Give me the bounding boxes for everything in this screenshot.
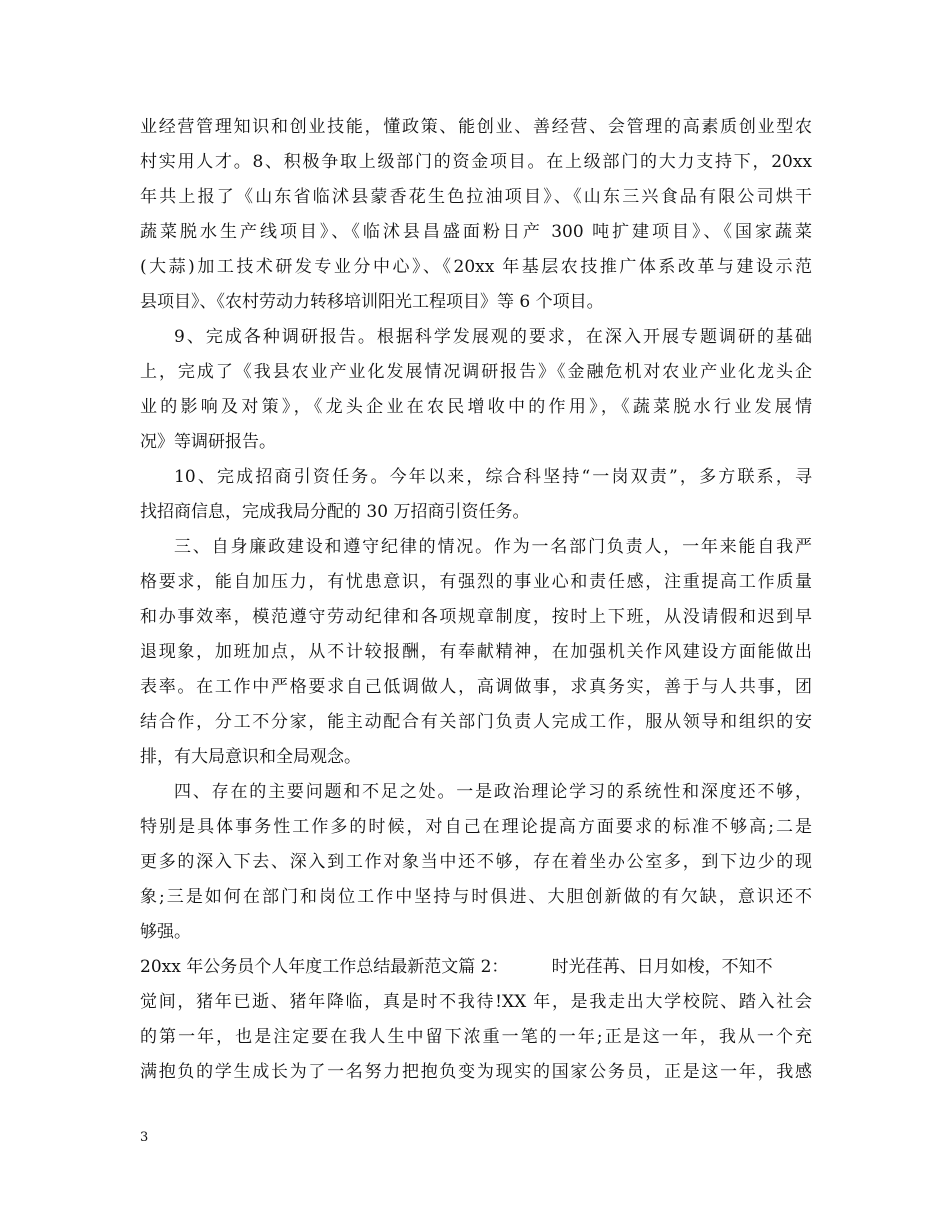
text-line: 格要求，能自加压力，有忧患意识，有强烈的事业心和责任感，注重提高工作质量 — [140, 572, 812, 592]
text-line: 够强。 — [140, 922, 191, 942]
text-line: 象;三是如何在部门和岗位工作中坚持与时俱进、大胆创新做的有欠缺，意识还不 — [140, 887, 812, 907]
text-line: 上，完成了《我县农业产业化发展情况调研报告》《金融危机对农业产业化龙头企 — [140, 362, 812, 382]
paragraph-start-line: 四、存在的主要问题和不足之处。一是政治理论学习的系统性和深度还不够， — [174, 782, 812, 802]
paragraph-start-line: 9、完成各种调研报告。根据科学发展观的要求，在深入开展专题调研的基础 — [174, 327, 812, 347]
text-line: 年共上报了《山东省临沭县蒙香花生色拉油项目》、《山东三兴食品有限公司烘干 — [140, 187, 812, 207]
paragraph-start-line: 10、完成招商引资任务。今年以来，综合科坚持“一岗双责”，多方联系，寻 — [174, 467, 812, 487]
page-number: 3 — [140, 1130, 149, 1145]
text-line: 和办事效率，模范遵守劳动纪律和各项规章制度，按时上下班，从没请假和迟到早 — [140, 607, 812, 627]
paragraph-start-line: 三、自身廉政建设和遵守纪律的情况。作为一名部门负责人，一年来能自我严 — [174, 537, 812, 557]
text-line: 退现象，加班加点，从不计较报酬，有奉献精神，在加强机关作风建设方面能做出 — [140, 642, 812, 662]
text-line: 排，有大局意识和全局观念。 — [140, 747, 361, 767]
text-line: (大蒜)加工技术研发专业分中心》、《20xx 年基层农技推广体系改革与建设示范 — [140, 257, 812, 277]
text-line: 表率。在工作中严格要求自己低调做人，高调做事，求真务实，善于与人共事，团 — [140, 677, 812, 697]
text-line: 找招商信息，完成我局分配的 30 万招商引资任务。 — [140, 502, 530, 522]
section-heading-line: 20xx 年公务员个人年度工作总结最新范文篇 2： 时光荏苒、日月如梭，不知不 — [140, 957, 773, 977]
text-line: 县项目》、《农村劳动力转移培训阳光工程项目》等 6 个项目。 — [140, 292, 604, 312]
text-line: 业的影响及对策》，《龙头企业在农民增收中的作用》，《蔬菜脱水行业发展情 — [140, 397, 812, 417]
text-line: 结合作，分工不分家，能主动配合有关部门负责人完成工作，服从领导和组织的安 — [140, 712, 812, 732]
text-line: 觉间，猪年已逝、猪年降临，真是时不我待!XX 年，是我走出大学校院、踏入社会 — [140, 992, 812, 1012]
text-line: 况》等调研报告。 — [140, 432, 276, 452]
text-line: 满抱负的学生成长为了一名努力把抱负变为现实的国家公务员，正是这一年，我感 — [140, 1062, 812, 1082]
document-body — [140, 110, 812, 1090]
text-line: 更多的深入下去、深入到工作对象当中还不够，存在着坐办公室多，到下边少的现 — [140, 852, 812, 872]
text-line: 蔬菜脱水生产线项目》、《临沭县昌盛面粉日产 300 吨扩建项目》、《国家蔬菜 — [140, 222, 812, 242]
text-line: 村实用人才。8、积极争取上级部门的资金项目。在上级部门的大力支持下，20xx — [140, 152, 812, 172]
text-line: 特别是具体事务性工作多的时候，对自己在理论提高方面要求的标准不够高;二是 — [140, 817, 812, 837]
text-line: 业经营管理知识和创业技能，懂政策、能创业、善经营、会管理的高素质创业型农 — [140, 117, 812, 137]
text-line: 的第一年，也是注定要在我人生中留下浓重一笔的一年;正是这一年，我从一个充 — [140, 1027, 812, 1047]
